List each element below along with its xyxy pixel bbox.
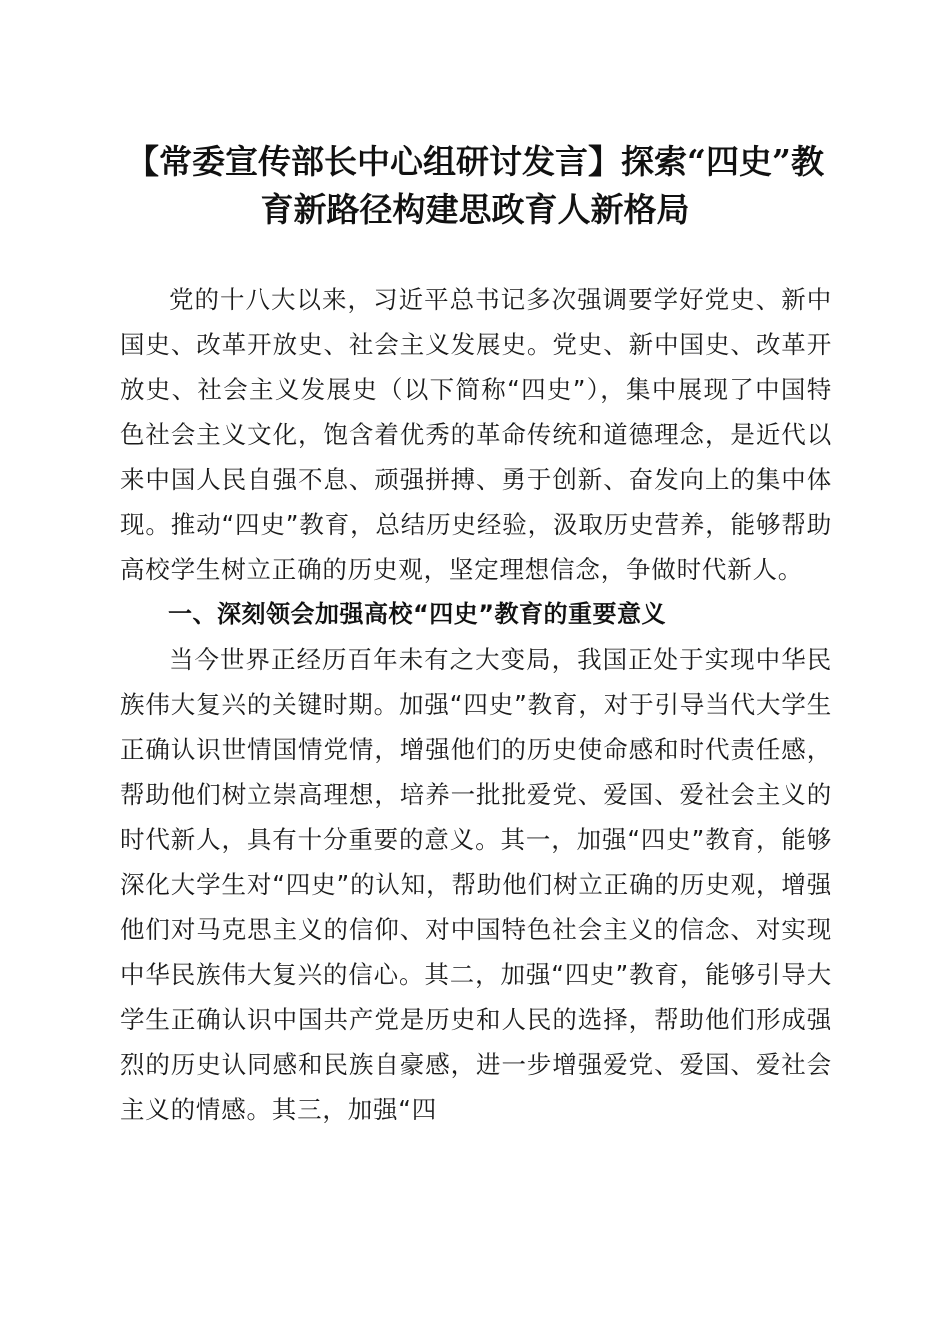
intro-paragraph: 党的十八大以来，习近平总书记多次强调要学好党史、新中国史、改革开放史、社会主义发展史。党史、新中国史、改革开放史、社会主义发展史（以下简称“四史”），集中展现了中国特色社会主义文化，饱含着优秀的革命传统和道德理念，是近代以来中国人民自强不息、顽强拼搏、勇于创新、奋发向上的集中体现。推动“四史”教育，总结历史经验，汲取历史营养，能够帮助高校学生树立正确的历史观，坚定理想信念，争做时代新人。 xyxy=(120,285,832,584)
section-paragraph: 当今世界正经历百年未有之大变局，我国正处于实现中华民族伟大复兴的关键时期。加强“四史”教育，对于引导当代大学生正确认识世情国情党情，增强他们的历史使命感和时代责任感，帮助他们树立崇高理想，培养一批批爱党、爱国、爱社会主义的时代新人，具有十分重要的意义。其一，加强“四史”教育，能够深化大学生对“四史”的认知，帮助他们树立正确的历史观，增强他们对马克思主义的信仰、对中国特色社会主义的信念、对实现中华民族伟大复兴的信心。其二，加强“四史”教育，能够引导大学生正确认识中国共产党是历史和人民的选择，帮助他们形成强烈的历史认同感和民族自豪感，进一步增强爱党、爱国、爱社会主义的情感。其三，加强“四 xyxy=(120,645,832,1124)
document-title: 【常委宣传部长中心组研讨发言】探索“四史”教育新路径构建思政育人新格局 xyxy=(126,142,824,229)
section-heading: 一、深刻领会加强高校“四史”教育的重要意义 xyxy=(168,600,667,628)
document-body xyxy=(120,277,832,1132)
